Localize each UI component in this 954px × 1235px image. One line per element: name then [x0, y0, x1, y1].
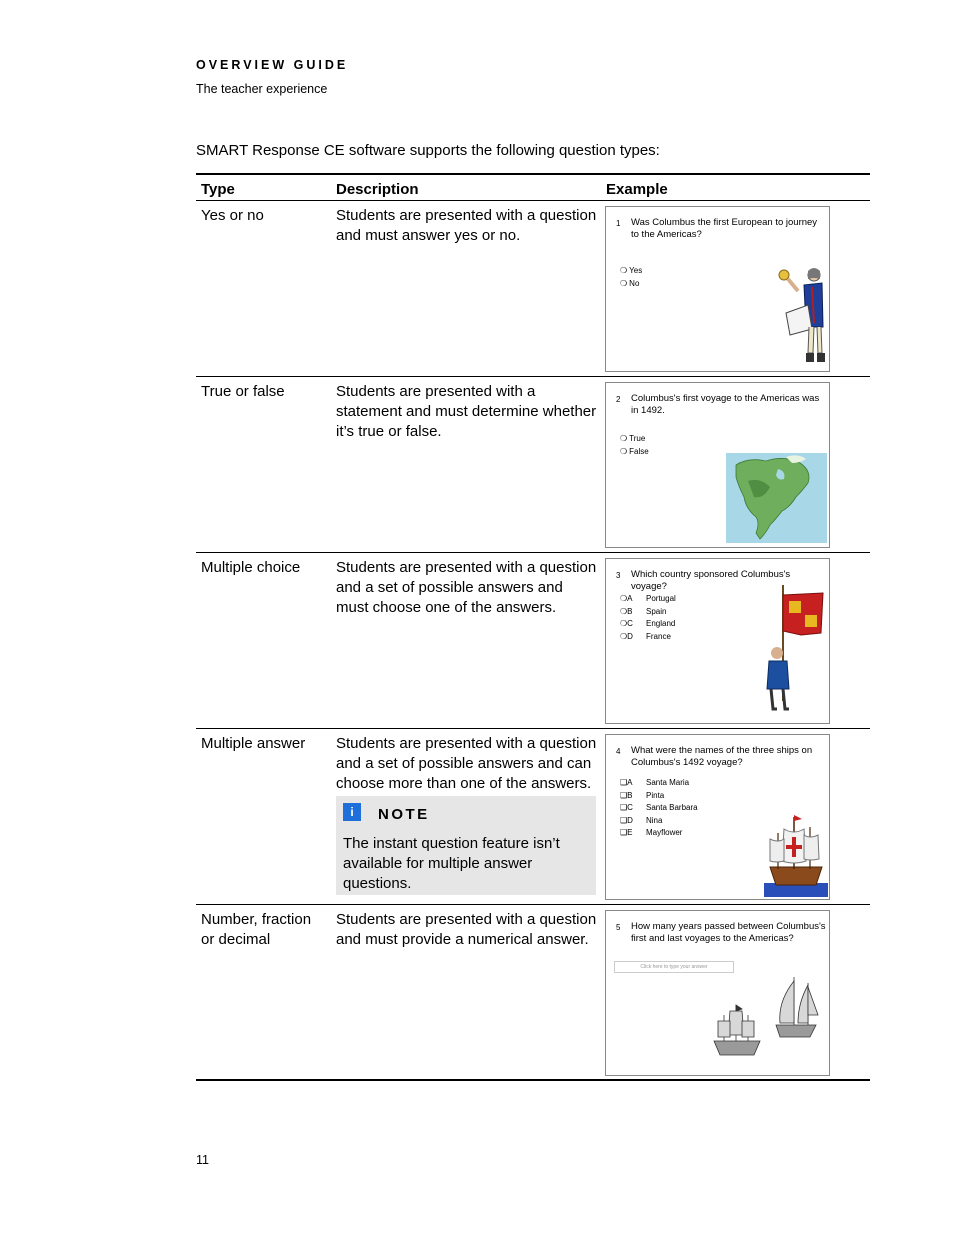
checkbox-icon: ❑	[620, 815, 628, 825]
radio-icon: ❍	[620, 278, 628, 288]
question-number: 1	[616, 219, 621, 228]
radio-icon: ❍	[620, 631, 628, 641]
radio-icon: ❍	[620, 619, 628, 628]
question-text: Which country sponsored Columbus's voyage?	[631, 569, 791, 592]
header-description: Description	[336, 181, 419, 198]
option-label: No	[629, 278, 640, 288]
radio-icon: ❍	[620, 446, 628, 456]
option-label: Pinta	[646, 790, 665, 800]
option-label: France	[646, 631, 671, 641]
section-title: The teacher experience	[196, 82, 328, 96]
type-cell: Multiple choice	[201, 559, 301, 576]
note-text: The instant question feature isn’t available for multiple answer questions.	[343, 835, 560, 892]
question-text: Was Columbus the first European to journey to the Americas?	[631, 217, 818, 240]
north-america-map-icon	[726, 453, 827, 543]
page-number: 11	[196, 1153, 209, 1167]
type-cell: Number, fraction or decimal	[201, 911, 312, 948]
note-title: NOTE	[378, 806, 430, 823]
checkbox-icon: ❑	[620, 778, 628, 787]
example-slide	[605, 558, 830, 724]
question-number: 4	[616, 747, 621, 756]
question-types-table	[196, 173, 870, 1081]
table-row	[196, 553, 870, 729]
example-slide	[605, 382, 830, 548]
table-row	[196, 729, 870, 905]
radio-icon: ❍	[620, 606, 628, 616]
question-text: How many years passed between Columbus's first and last voyages to the Americas?	[631, 921, 826, 944]
option-label: Portugal	[646, 594, 676, 603]
option-label: False	[629, 446, 649, 456]
option-label: Mayflower	[646, 828, 683, 837]
table-header	[196, 175, 870, 201]
header-type: Type	[201, 181, 235, 198]
example-slide	[605, 910, 830, 1076]
flag-bearer-icon	[761, 581, 827, 719]
example-slide	[605, 734, 830, 900]
description-cell: Students are presented with a question and a set of possible answers and must choose one of the answers.	[336, 559, 597, 616]
type-cell: True or false	[201, 383, 285, 400]
option-label: England	[646, 619, 676, 628]
checkbox-icon: ❑	[620, 790, 628, 800]
description-cell: Students are presented with a question and must answer yes or no.	[336, 207, 597, 244]
description-cell: Students are presented with a question and must provide a numerical answer.	[336, 911, 597, 948]
answer-options	[620, 265, 642, 290]
answer-options: ❍A Portugal ❍B Spain ❍C England ❍D France	[620, 593, 676, 643]
type-cell: Multiple answer	[201, 735, 306, 752]
question-text: What were the names of the three ships on Columbus's 1492 voyage?	[631, 745, 813, 768]
two-ships-icon	[706, 971, 824, 1063]
option-label: Spain	[646, 606, 667, 616]
columbus-figure-icon	[776, 265, 826, 367]
question-number: 3	[616, 571, 621, 580]
answer-options: ❑A Santa Maria ❑B Pinta ❑C Santa Barbara ❑D Nina ❑E Mayflower	[620, 777, 698, 840]
answer-options	[620, 433, 649, 458]
radio-icon: ❍	[620, 434, 628, 443]
header-example: Example	[606, 181, 668, 198]
checkbox-icon: ❑	[620, 803, 628, 812]
description-cell: Students are presented with a statement and must determine whether it’s true or false.	[336, 383, 597, 440]
option-label: Santa Barbara	[646, 803, 698, 812]
table-row	[196, 201, 870, 377]
question-number: 2	[616, 395, 621, 404]
table-row	[196, 905, 870, 1079]
intro-text: SMART Response CE software supports the following question types:	[196, 142, 660, 159]
description-cell: Students are presented with a question and a set of possible answers and can choose more than one of the answers.	[336, 735, 597, 792]
answer-input[interactable]: Click here to type your answer	[614, 961, 734, 973]
option-label: Nina	[646, 815, 663, 825]
radio-icon: ❍	[620, 266, 628, 275]
sailing-ship-icon	[764, 811, 828, 897]
example-slide	[605, 206, 830, 372]
option-label: Santa Maria	[646, 778, 690, 787]
option-label: True	[629, 434, 646, 443]
question-text: Columbus's first voyage to the Americas was in 1492.	[631, 393, 820, 416]
note-box	[336, 796, 596, 895]
option-label: Yes	[629, 266, 643, 275]
checkbox-icon: ❑	[620, 828, 628, 837]
guide-title: OVERVIEW GUIDE	[196, 58, 349, 72]
info-icon: i	[343, 803, 361, 821]
table-row	[196, 377, 870, 553]
question-number: 5	[616, 923, 621, 932]
type-cell: Yes or no	[201, 207, 264, 224]
radio-icon: ❍	[620, 594, 628, 603]
